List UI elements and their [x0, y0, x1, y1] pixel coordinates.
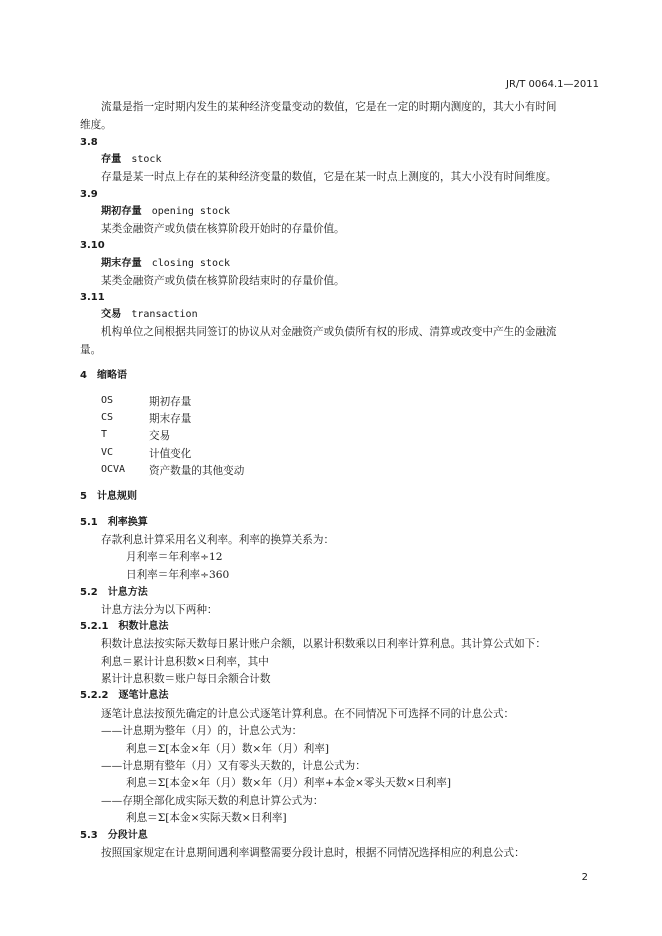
dash-item: ——计息期为整年（月）的，计息公式为：: [101, 725, 303, 737]
section-heading: 5 计息规则: [80, 491, 137, 502]
term-heading: [101, 308, 198, 322]
clause-number: 3.9: [80, 189, 98, 200]
formula: 利息＝Σ[本金×实际天数×日利率]: [126, 812, 287, 824]
abbr-code: OCVA: [101, 464, 126, 475]
abbr-code: T: [101, 429, 108, 440]
term-english: transaction: [131, 309, 198, 320]
formula: 日利率＝年利率÷360: [126, 569, 230, 581]
clause-number: 3.11: [80, 292, 105, 303]
term-chinese: 存量: [101, 154, 122, 165]
term-heading: [101, 153, 161, 167]
term-definition: 某类金融资产或负债在核算阶段结束时的存量价值。: [101, 275, 345, 287]
abbr-meaning: 计值变化: [149, 448, 192, 460]
term-chinese: 期末存量: [101, 258, 142, 269]
paragraph: 流量是指一定时期内发生的某种经济变量变动的数值，它是在一定的时期内测度的，其大小有时间: [101, 101, 557, 113]
formula: 累计计息积数＝账户每日余额合计数: [101, 673, 271, 685]
subsection-heading: 5.2.2 逐笔计息法: [80, 690, 169, 701]
page-number: 2: [581, 872, 588, 883]
abbr-code: OS: [101, 395, 114, 406]
subsection-heading: 5.2.1 积数计息法: [80, 621, 169, 632]
abbr-meaning: 期初存量: [149, 396, 192, 408]
formula: 月利率＝年利率÷12: [126, 551, 223, 563]
paragraph: 按照国家规定在计息期间遇利率调整需要分段计息时，根据不同情况选择相应的利息公式：: [101, 847, 525, 859]
term-heading: [101, 205, 230, 219]
term-english: stock: [131, 154, 162, 165]
standard-number: JR/T 0064.1—2011: [506, 79, 599, 90]
term-heading: [101, 257, 230, 271]
section-heading: 4 缩略语: [80, 370, 127, 381]
abbr-meaning: 期末存量: [149, 413, 192, 425]
subsection-heading: 5.3 分段计息: [80, 830, 148, 841]
paragraph: 存款利息计算采用名义利率。利率的换算关系为：: [101, 534, 335, 546]
term-definition-cont: 量。: [80, 344, 102, 356]
term-english: opening stock: [151, 206, 231, 217]
formula: 利息＝Σ[本金×年（月）数×年（月）利率+本金×零头天数×日利率]: [126, 777, 451, 789]
paragraph: 积数计息法按实际天数每日累计账户余额，以累计积数乘以日利率计算利息。其计算公式如下：: [101, 638, 546, 650]
paragraph: 逐笔计息法按预先确定的计息公式逐笔计算利息。在不同情况下可选择不同的计息公式：: [101, 708, 515, 720]
abbr-meaning: 交易: [149, 430, 171, 442]
abbr-code: CS: [101, 412, 114, 423]
subsection-heading: 5.2 计息方法: [80, 587, 148, 598]
paragraph: 计息方法分为以下两种：: [101, 604, 218, 616]
clause-number: 3.10: [80, 240, 105, 251]
subsection-heading: 5.1 利率换算: [80, 517, 148, 528]
term-definition: 机构单位之间根据共同签订的协议从对金融资产或负债所有权的形成、清算或改变中产生的金融流: [101, 326, 557, 338]
abbr-meaning: 资产数量的其他变动: [149, 465, 245, 477]
term-definition: 存量是某一时点上存在的某种经济变量的数值，它是在某一时点上测度的，其大小没有时间维度。: [101, 171, 557, 183]
formula: 利息＝累计计息积数×日利率，其中: [101, 656, 269, 668]
paragraph: 维度。: [80, 119, 112, 131]
abbr-code: VC: [101, 447, 114, 458]
dash-item: ——存期全部化成实际天数的利息计算公式为：: [101, 795, 324, 807]
term-chinese: 交易: [101, 309, 122, 320]
clause-number: 3.8: [80, 137, 98, 148]
term-definition: 某类金融资产或负债在核算阶段开始时的存量价值。: [101, 223, 345, 235]
formula: 利息＝Σ[本金×年（月）数×年（月）利率]: [126, 743, 330, 755]
term-english: closing stock: [151, 258, 231, 269]
term-chinese: 期初存量: [101, 206, 142, 217]
dash-item: ——计息期有整年（月）又有零头天数的，计息公式为：: [101, 760, 366, 772]
